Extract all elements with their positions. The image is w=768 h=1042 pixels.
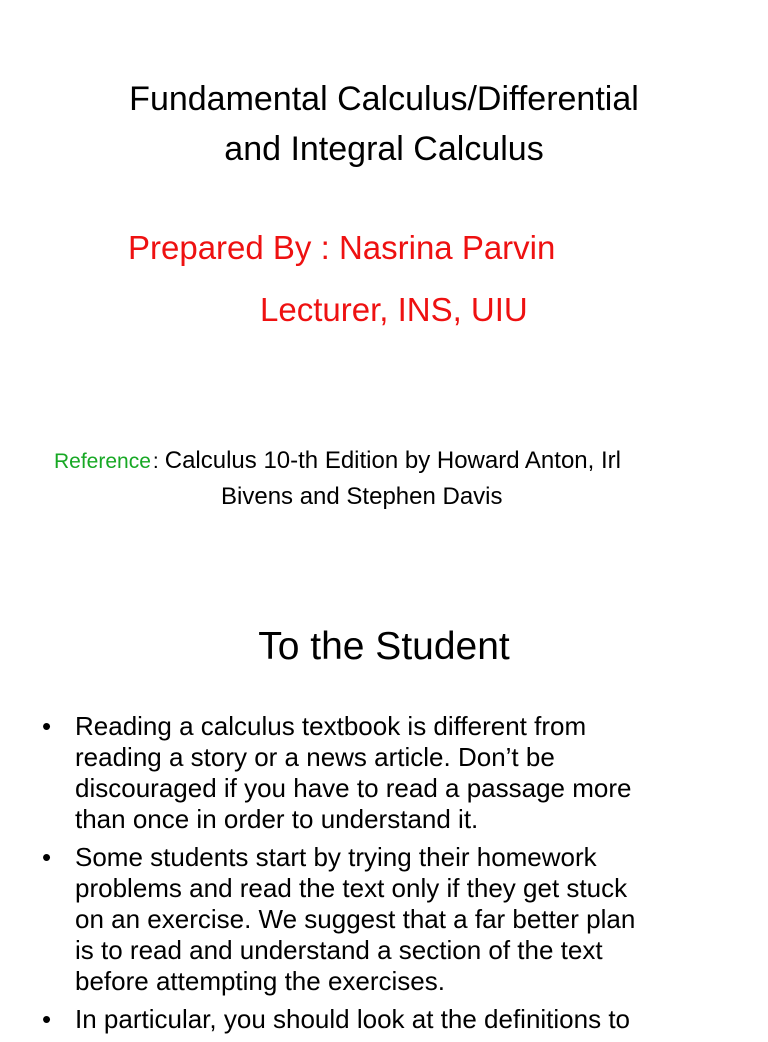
reference-block	[54, 443, 734, 514]
bullet-text: Reading a calculus textbook is different from reading a story or a news article. Don’t be discouraged if you have to read a passage more than once in order to understand it.	[75, 711, 632, 834]
reference-colon: :	[152, 450, 159, 473]
bullet-icon: •	[42, 711, 52, 741]
bullet-item	[42, 711, 732, 835]
bullet-list	[42, 711, 732, 1042]
bullet-text: In particular, you should look at the definitions to	[75, 1004, 631, 1034]
title-line-1: Fundamental Calculus/Differential	[129, 80, 639, 118]
bullet-icon: •	[42, 842, 52, 872]
presentation-title	[40, 74, 728, 174]
bullet-icon: •	[42, 1004, 52, 1034]
title-line-2: and Integral Calculus	[224, 130, 544, 168]
author-affiliation: Lecturer, INS, UIU	[260, 291, 528, 328]
bullet-item	[42, 842, 732, 997]
reference-text-line-2: Bivens and Stephen Davis	[221, 483, 503, 510]
bullet-item	[42, 1004, 732, 1035]
reference-line-1	[54, 447, 621, 474]
reference-text-line-1: Calculus 10-th Edition by Howard Anton, Irl	[164, 447, 621, 474]
author-line: Prepared By : Nasrina Parvin	[128, 229, 556, 266]
reference-label: Reference	[54, 450, 151, 473]
bullet-text: Some students start by trying their homework problems and read the text only if they get stuck on an exercise. We suggest that a far better plan is to read and understand a section of the text before attempting the exercises.	[75, 842, 636, 996]
slide-heading: To the Student	[258, 625, 510, 668]
content-slide	[0, 570, 768, 1034]
